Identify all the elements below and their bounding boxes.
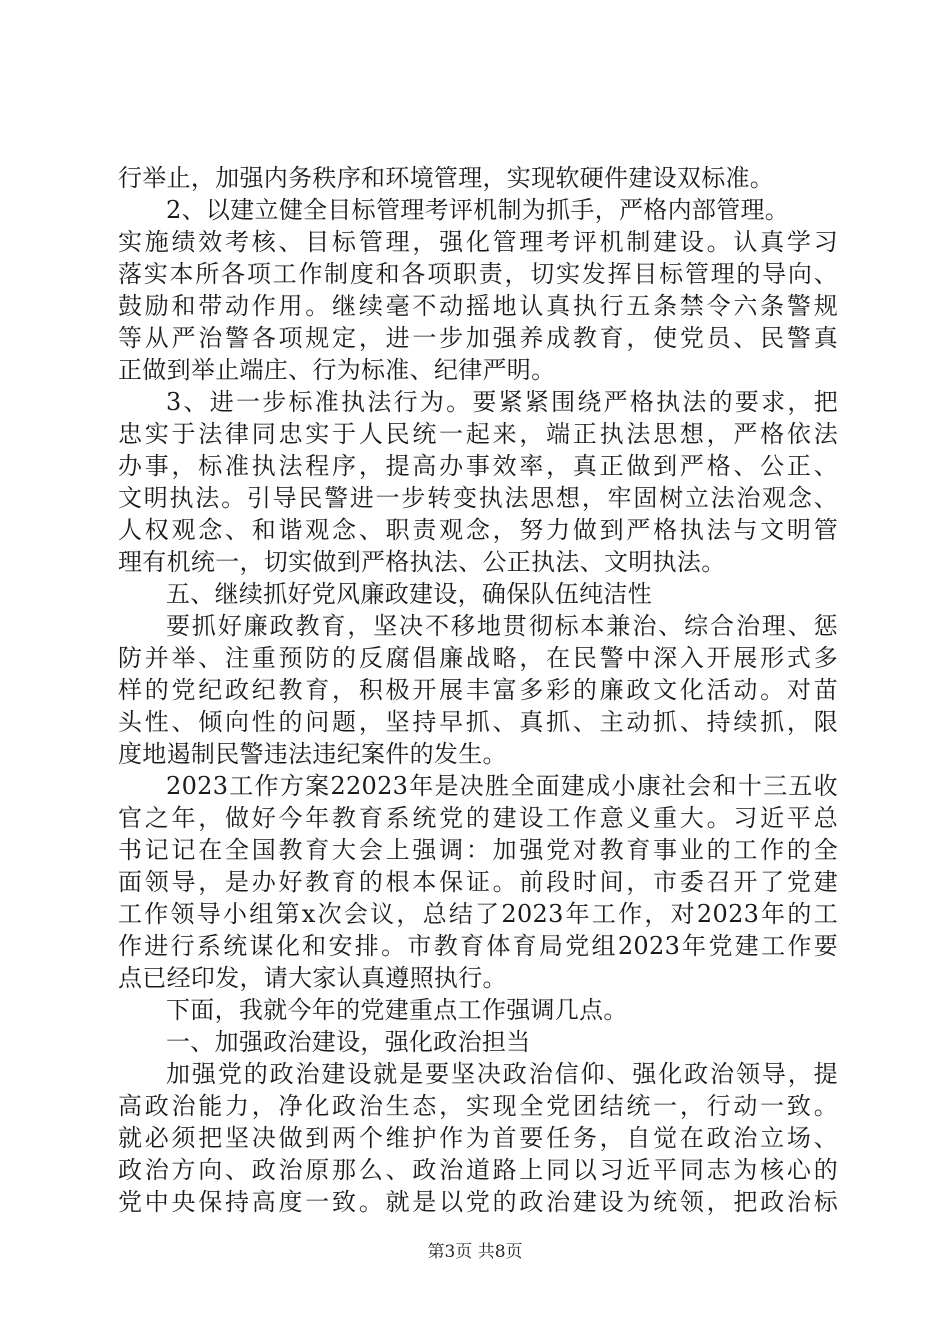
text-line: 2023工作方案22023年是决胜全面建成小康社会和十三五收 (166, 772, 838, 800)
text-line: 要抓好廉政教育，坚决不移地贯彻标本兼治、综合治理、惩 (166, 612, 838, 640)
text-line: 样的党纪政纪教育，积极开展丰富多彩的廉政文化活动。对苗 (118, 676, 838, 704)
text-line: 度地遏制民警违法违纪案件的发生。 (118, 740, 507, 768)
text-line: 3、进一步标准执法行为。要紧紧围绕严格执法的要求，把 (166, 388, 838, 416)
text-line: 正做到举止端庄、行为标准、纪律严明。 (118, 356, 556, 384)
text-line: 作进行系统谋化和安排。市教育体育局党组2023年党建工作要 (118, 932, 838, 960)
text-line: 五、继续抓好党风廉政建设，确保队伍纯洁性 (166, 580, 652, 608)
text-line: 党中央保持高度一致。就是以党的政治建设为统领，把政治标 (118, 1188, 838, 1216)
text-line: 实施绩效考核、目标管理，强化管理考评机制建设。认真学习 (118, 228, 838, 256)
text-line: 鼓励和带动作用。继续毫不动摇地认真执行五条禁令六条警规 (118, 292, 838, 320)
page-footer: 第3页 共8页 (427, 1242, 523, 1262)
text-line: 就必须把坚决做到两个维护作为首要任务，自觉在政治立场、 (118, 1124, 838, 1152)
text-line: 落实本所各项工作制度和各项职责，切实发挥目标管理的导向、 (118, 260, 838, 288)
text-line: 行举止，加强内务秩序和环境管理，实现软硬件建设双标准。 (118, 164, 775, 192)
text-line: 官之年，做好今年教育系统党的建设工作意义重大。习近平总 (118, 804, 838, 832)
text-line: 理有机统一，切实做到严格执法、公正执法、文明执法。 (118, 548, 726, 576)
text-line: 头性、倾向性的问题，坚持早抓、真抓、主动抓、持续抓，限 (118, 708, 838, 736)
text-line: 2、以建立健全目标管理考评机制为抓手，严格内部管理。 (166, 196, 790, 224)
text-line: 办事，标准执法程序，提高办事效率，真正做到严格、公正、 (118, 452, 838, 480)
text-line: 高政治能力，净化政治生态，实现全党团结统一，行动一致。 (118, 1092, 838, 1120)
text-line: 书记记在全国教育大会上强调：加强党对教育事业的工作的全 (118, 836, 838, 864)
text-line: 人权观念、和谐观念、职责观念，努力做到严格执法与文明管 (118, 516, 838, 544)
text-line: 面领导，是办好教育的根本保证。前段时间，市委召开了党建 (118, 868, 838, 896)
text-line: 点已经印发，请大家认真遵照执行。 (118, 964, 507, 992)
text-line: 一、加强政治建设，强化政治担当 (166, 1028, 531, 1056)
text-line: 防并举、注重预防的反腐倡廉战略，在民警中深入开展形式多 (118, 644, 838, 672)
text-line: 等从严治警各项规定，进一步加强养成教育，使党员、民警真 (118, 324, 838, 352)
text-line: 忠实于法律同忠实于人民统一起来，端正执法思想，严格依法 (118, 420, 838, 448)
text-line: 加强党的政治建设就是要坚决政治信仰、强化政治领导，提 (166, 1060, 838, 1088)
text-line: 下面，我就今年的党建重点工作强调几点。 (166, 996, 628, 1024)
body-text (118, 162, 838, 1218)
text-line: 文明执法。引导民警进一步转变执法思想，牢固树立法治观念、 (118, 484, 838, 512)
text-line: 工作领导小组第x次会议，总结了2023年工作，对2023年的工 (118, 900, 838, 928)
text-line: 政治方向、政治原那么、政治道路上同以习近平同志为核心的 (118, 1156, 838, 1184)
